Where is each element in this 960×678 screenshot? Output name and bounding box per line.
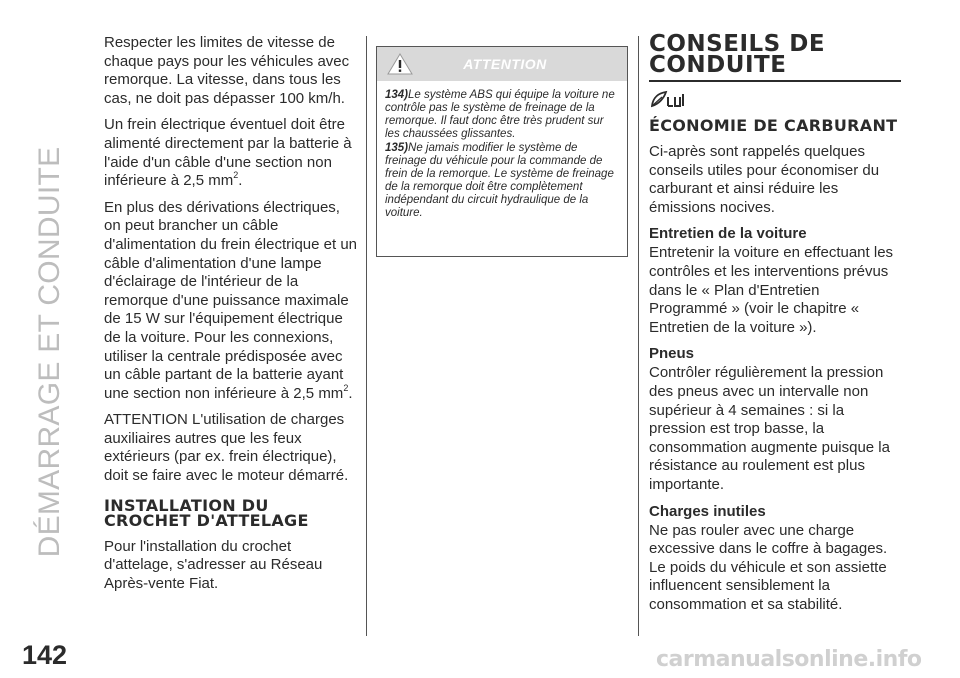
chapter-heading: CONSEILS DE CONDUITE	[649, 34, 901, 82]
subsection-title: Entretien de la voiture	[649, 225, 807, 243]
warning-note: 134)Le système ABS qui équipe la voiture ne contrôle pas le système de freinage de la remorque. Il faut donc être très prudent sur les chaussées glissantes.	[385, 89, 615, 140]
paragraph: Entretenir la voiture en effectuant les contrôles et les interventions prévus dans le « Plan d'Entretien Programmé » (voir le chapitre « Entretien de la voiture »).	[649, 244, 894, 336]
column-right	[649, 31, 901, 622]
paragraph: ATTENTION L'utilisation de charges auxiliaires autres que les feux extérieurs (par ex. frein électrique), doit se faire avec le moteur démarré.	[104, 411, 349, 485]
column-divider	[638, 36, 639, 636]
warning-header	[377, 47, 627, 81]
watermark: carmanualsonline.info	[656, 647, 922, 672]
warning-body	[377, 81, 627, 220]
column-left	[104, 34, 360, 601]
warning-note: 135)Ne jamais modifier le système de freinage du véhicule pour la commande de frein de la remorque. Le système de freinage de la remorque doit être complètement indépendant du circuit hydraulique de la voiture.	[385, 142, 614, 219]
paragraph: En plus des dérivations électriques, on peut brancher un câble d'alimentation du frein électrique et un câble d'alimentation d'une lampe d'éclairage de l'intérieur de la remorque d'une puissance maximale de 15 W sur l'équipement électrique de la voiture. Pour les connexions, utiliser la centrale prédisposée avec un câble partant de la batterie ayant une section non inférieure à 2,5 $mm^2$.	[104, 198, 358, 402]
page-number: 142	[22, 640, 68, 670]
paragraph: Un frein électrique éventuel doit être alimenté directement par la batterie à l'aide d'un câble d'une section non inférieure à 2,5 $mm^2$.	[104, 116, 352, 190]
column-middle	[376, 46, 628, 257]
paragraph: Ne pas rouler avec une charge excessive dans le coffre à bagages. Le poids du véhicule et son assiette influencent sensiblement la consommation et sa stabilité.	[649, 521, 888, 613]
paragraph: Pour l'installation du crochet d'attelage, s'adresser au Réseau Après-vente Fiat.	[104, 537, 323, 592]
section-heading: ÉCONOMIE DE CARBURANT	[649, 116, 898, 135]
column-divider	[366, 36, 367, 636]
subsection-title: Pneus	[649, 345, 695, 363]
paragraph: Contrôler régulièrement la pression des pneus avec un intervalle non supérieur à 4 semaines : si la pression est trop basse, la consommation augmente puisque la résistance au roulement est plus importante.	[649, 364, 890, 493]
paragraph: Respecter les limites de vitesse de chaque pays pour les véhicules avec remorque. La vitesse, dans tous les cas, ne doit pas dépasser 100 km/h.	[104, 34, 350, 107]
warning-box	[376, 46, 628, 257]
section-heading: INSTALLATION DU CROCHET D'ATTELAGE	[104, 495, 309, 530]
subsection-title: Charges inutiles	[649, 502, 766, 520]
chapter-side-title: DÉMARRAGE ET CONDUITE	[33, 146, 66, 558]
eco-leaf-icon	[649, 88, 685, 110]
warning-title: ATTENTION	[463, 56, 547, 72]
paragraph: Ci-après sont rappelés quelques conseils utiles pour économiser du carburant et ainsi réduire les émissions nocives.	[649, 143, 880, 216]
warning-triangle-icon	[387, 53, 413, 75]
